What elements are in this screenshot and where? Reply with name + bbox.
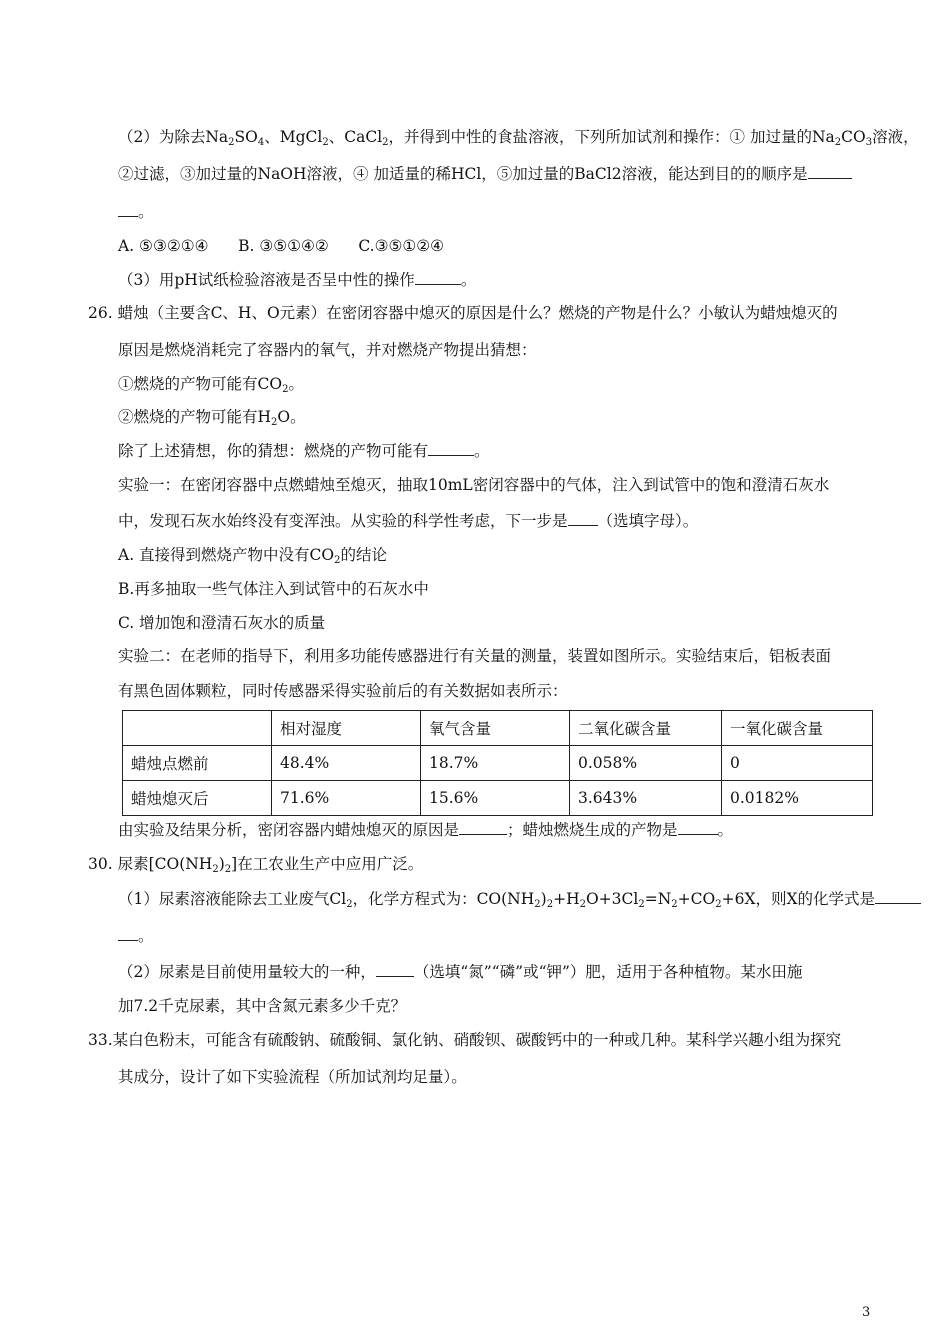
answer-blank[interactable]	[678, 820, 718, 835]
answer-blank[interactable]	[118, 926, 138, 941]
q30-part2-line1: （2）尿素是目前使用量较大的一种， （选填“氮”“磷”或“钾”）肥，适用于各种植物。某水田施	[118, 963, 803, 981]
table-header-cell: 二氧化碳含量	[570, 711, 722, 746]
table-header-cell	[123, 711, 272, 746]
table-header-cell: 氧气含量	[421, 711, 570, 746]
table-header-row	[123, 711, 873, 746]
q26-option-a: A. 直接得到燃烧产物中没有$CO_2$的结论	[118, 546, 388, 566]
q30-part1-line1: （1）尿素溶液能除去工业废气$Cl_2$，化学方程式为：$CO(NH_2)_2+H_2O+3Cl_2=N_2+CO_2+6X$，则X的化学式是	[118, 889, 921, 909]
table-row	[123, 781, 873, 816]
table-cell: 48.4%	[272, 746, 421, 781]
q26-exp2-line2: 有黑色固体颗粒，同时传感器采得实验前后的有关数据如表所示：	[118, 682, 568, 700]
table-row	[123, 746, 873, 781]
table-cell: 0.0182%	[722, 781, 873, 816]
q30-part2-line2: 加7.2千克尿素，其中含氮元素多少千克？	[118, 997, 407, 1015]
table-cell: 18.7%	[421, 746, 570, 781]
q26-hypothesis-1: ①燃烧的产物可能有$CO_2$。	[118, 375, 304, 395]
table-cell: 3.643%	[570, 781, 722, 816]
q26-stem-line2: 原因是燃烧消耗完了容器内的氧气，并对燃烧产物提出猜想：	[118, 341, 537, 359]
table-header-cell: 相对湿度	[272, 711, 421, 746]
table-cell: 蜡烛熄灭后	[123, 781, 272, 816]
q26-your-guess: 除了上述猜想，你的猜想：燃烧的产物可能有 。	[118, 442, 490, 460]
answer-blank[interactable]	[459, 820, 507, 835]
table-header-cell: 一氧化碳含量	[722, 711, 873, 746]
q26-hypothesis-2: ②燃烧的产物可能有$H_2O$。	[118, 408, 306, 428]
table-cell: 15.6%	[421, 781, 570, 816]
answer-blank[interactable]	[376, 962, 414, 977]
answer-blank[interactable]	[568, 511, 598, 526]
q33-stem-line2: 其成分，设计了如下实验流程（所加试剂均足量）。	[118, 1068, 467, 1086]
answer-blank[interactable]	[875, 889, 921, 904]
q25-part3: （3）用pH试纸检验溶液是否呈中性的操作 。	[118, 271, 477, 289]
answer-blank[interactable]	[415, 270, 461, 285]
q33-stem-line1: 33.某白色粉末，可能含有硫酸钠、硫酸铜、氯化钠、硝酸钡、碳酸钙中的一种或几种。某科学兴趣小组为探究	[88, 1031, 842, 1049]
q30-stem: 30. 尿素$[CO(NH_2)_2]$在工农业生产中应用广泛。	[88, 855, 424, 875]
q26-conclusion: 由实验及结果分析，密闭容器内蜡烛熄灭的原因是 ；蜡烛燃烧生成的产物是 。	[118, 821, 734, 839]
page-number: 3	[862, 1305, 871, 1320]
answer-blank[interactable]	[118, 202, 138, 217]
q25-options: A. ⑤③②①④ B. ③⑤①④② C.③⑤①②④	[118, 237, 445, 255]
q26-exp1-line1: 实验一：在密闭容器中点燃蜡烛至熄灭，抽取10mL密闭容器中的气体，注入到试管中的饱和澄清石灰水	[118, 476, 830, 494]
q26-stem-line1: 26. 蜡烛（主要含C、H、O元素）在密闭容器中熄灭的原因是什么？燃烧的产物是什么？小敏认为蜡烛熄灭的	[88, 304, 838, 322]
q25-part2-line2: ②过滤，③加过量的NaOH溶液，④ 加适量的稀HCl，⑤加过量的BaCl2溶液，能达到目的的顺序是	[118, 164, 852, 184]
table-cell: 0.058%	[570, 746, 722, 781]
q30-part1-line2: 。	[118, 926, 154, 946]
table-cell: 蜡烛点燃前	[123, 746, 272, 781]
q25-part2-line1: （2）为除去$Na_2SO_4$、MgCl$_2$、CaCl$_2$，并得到中性的食盐溶液，下列所加试剂和操作：① 加过量的$Na_2CO_3$溶液，	[118, 128, 919, 148]
q25-part2-line3: 。	[118, 202, 154, 222]
q26-exp1-line2: 中，发现石灰水始终没有变浑浊。从实验的科学性考虑，下一步是 （选填字母）。	[118, 512, 699, 530]
answer-blank[interactable]	[808, 164, 852, 179]
answer-blank[interactable]	[428, 441, 474, 456]
table-cell: 0	[722, 746, 873, 781]
sensor-data-table	[122, 710, 873, 816]
q26-option-b: B.再多抽取一些气体注入到试管中的石灰水中	[118, 580, 429, 598]
table-cell: 71.6%	[272, 781, 421, 816]
q26-option-c: C. 增加饱和澄清石灰水的质量	[118, 614, 326, 632]
q26-exp2-line1: 实验二：在老师的指导下，利用多功能传感器进行有关量的测量，装置如图所示。实验结束后，铝板表面	[118, 647, 832, 665]
